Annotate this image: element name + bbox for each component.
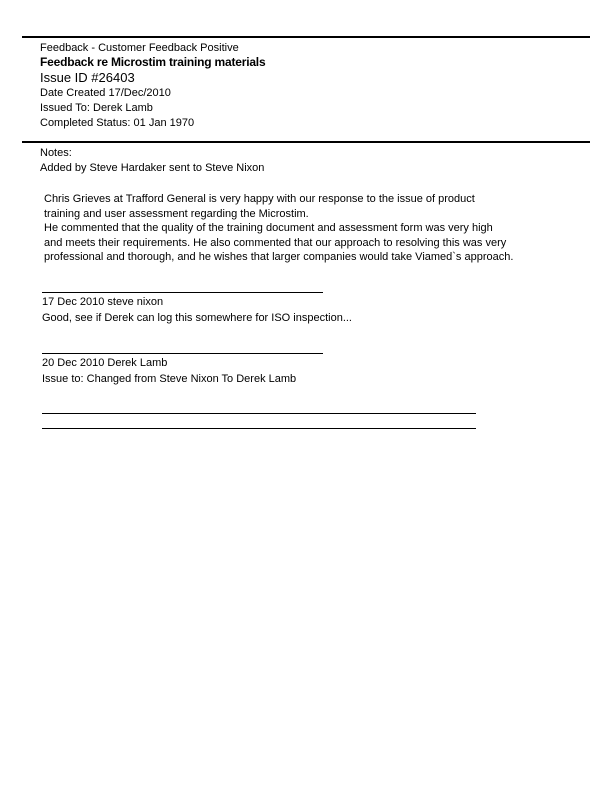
notes-label: Notes:: [40, 147, 72, 159]
body-line: training and user assessment regarding the Microstim.: [44, 207, 309, 220]
issue-id: Issue ID #26403: [40, 70, 135, 85]
comment-text: Issue to: Changed from Steve Nixon To Derek Lamb: [42, 373, 297, 385]
body-line: professional and thorough, and he wishes that larger companies would take Viamed`s approach.: [44, 251, 514, 263]
end-rule: [42, 413, 476, 414]
comment-header: 17 Dec 2010 steve nixon: [42, 296, 164, 308]
issue-title: Feedback re Microstim training materials: [40, 55, 266, 69]
body-line: Chris Grieves at Trafford General is very happy with our response to the issue of product: [44, 193, 475, 205]
added-by: Added by Steve Hardaker sent to Steve Nixon: [40, 162, 265, 174]
comment-divider: [42, 292, 323, 293]
comment-divider: [42, 353, 323, 354]
end-rule: [42, 428, 476, 429]
category-label: Feedback - Customer Feedback Positive: [40, 42, 239, 54]
issued-to: Issued To: Derek Lamb: [40, 102, 153, 114]
notes-body: [44, 192, 544, 265]
date-created: Date Created 17/Dec/2010: [40, 87, 171, 99]
body-line: He commented that the quality of the training document and assessment form was very high: [44, 222, 493, 234]
comment-text: Good, see if Derek can log this somewhere for ISO inspection...: [42, 312, 352, 324]
completed-status: Completed Status: 01 Jan 1970: [40, 117, 195, 129]
comment-header: 20 Dec 2010 Derek Lamb: [42, 357, 168, 369]
top-rule: [22, 36, 590, 38]
body-line: and meets their requirements. He also commented that our approach to resolving this was very: [44, 236, 507, 249]
section-rule: [22, 141, 590, 143]
